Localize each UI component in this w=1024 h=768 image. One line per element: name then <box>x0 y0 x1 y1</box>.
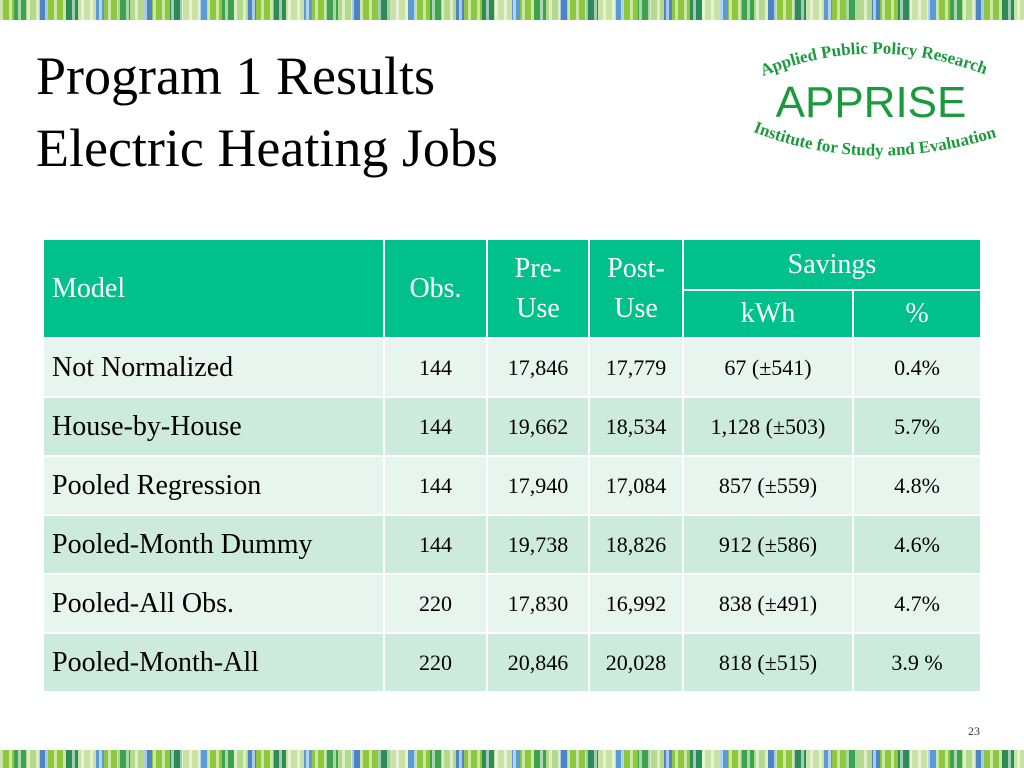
cell-post-use: 20,028 <box>589 633 683 692</box>
header-pre-use: Pre-Use <box>487 239 589 338</box>
header-post-use: Post-Use <box>589 239 683 338</box>
decorative-top-border <box>0 0 1024 20</box>
cell-kwh-savings: 857 (±559) <box>683 456 853 515</box>
page-number: 23 <box>968 724 980 738</box>
cell-post-use: 17,084 <box>589 456 683 515</box>
logo-name: APPRISE <box>775 78 967 127</box>
cell-post-use: 17,779 <box>589 338 683 397</box>
cell-percent-savings: 3.9 % <box>853 633 981 692</box>
cell-post-use: 18,826 <box>589 515 683 574</box>
results-table <box>42 238 982 693</box>
cell-pre-use: 20,846 <box>487 633 589 692</box>
cell-kwh-savings: 838 (±491) <box>683 574 853 633</box>
header-model: Model <box>43 239 384 338</box>
title-line-1: Program 1 Results <box>36 46 435 106</box>
logo-top-text: Applied Public Policy Research <box>757 38 991 80</box>
cell-obs: 144 <box>384 397 487 456</box>
cell-kwh-savings: 67 (±541) <box>683 338 853 397</box>
cell-model: Pooled-All Obs. <box>43 574 384 633</box>
cell-kwh-savings: 818 (±515) <box>683 633 853 692</box>
table-row <box>43 574 981 633</box>
header-obs: Obs. <box>384 239 487 338</box>
table-row <box>43 338 981 397</box>
table-row <box>43 456 981 515</box>
table-row <box>43 633 981 692</box>
cell-post-use: 18,534 <box>589 397 683 456</box>
cell-percent-savings: 5.7% <box>853 397 981 456</box>
title-line-2: Electric Heating Jobs <box>36 118 498 178</box>
cell-percent-savings: 0.4% <box>853 338 981 397</box>
slide-title <box>36 40 498 184</box>
cell-pre-use: 19,738 <box>487 515 589 574</box>
cell-post-use: 16,992 <box>589 574 683 633</box>
logo-bottom-text: Institute for Study and Evaluation <box>751 117 999 160</box>
header-percent: % <box>853 290 981 338</box>
cell-pre-use: 17,830 <box>487 574 589 633</box>
svg-text:Applied Public Policy Research <box>757 38 990 79</box>
cell-model: Pooled Regression <box>43 456 384 515</box>
cell-percent-savings: 4.8% <box>853 456 981 515</box>
cell-pre-use: 19,662 <box>487 397 589 456</box>
apprise-logo <box>726 30 1016 180</box>
header-savings: Savings <box>683 239 981 290</box>
cell-model: Pooled-Month Dummy <box>43 515 384 574</box>
cell-percent-savings: 4.6% <box>853 515 981 574</box>
cell-model: Not Normalized <box>43 338 384 397</box>
cell-model: House-by-House <box>43 397 384 456</box>
cell-model: Pooled-Month-All <box>43 633 384 692</box>
cell-percent-savings: 4.7% <box>853 574 981 633</box>
cell-obs: 220 <box>384 574 487 633</box>
cell-kwh-savings: 912 (±586) <box>683 515 853 574</box>
cell-obs: 220 <box>384 633 487 692</box>
table-row <box>43 397 981 456</box>
header-kwh: kWh <box>683 290 853 338</box>
table-row <box>43 515 981 574</box>
cell-pre-use: 17,846 <box>487 338 589 397</box>
cell-obs: 144 <box>384 338 487 397</box>
cell-obs: 144 <box>384 456 487 515</box>
decorative-bottom-border <box>0 750 1024 768</box>
cell-obs: 144 <box>384 515 487 574</box>
cell-kwh-savings: 1,128 (±503) <box>683 397 853 456</box>
cell-pre-use: 17,940 <box>487 456 589 515</box>
